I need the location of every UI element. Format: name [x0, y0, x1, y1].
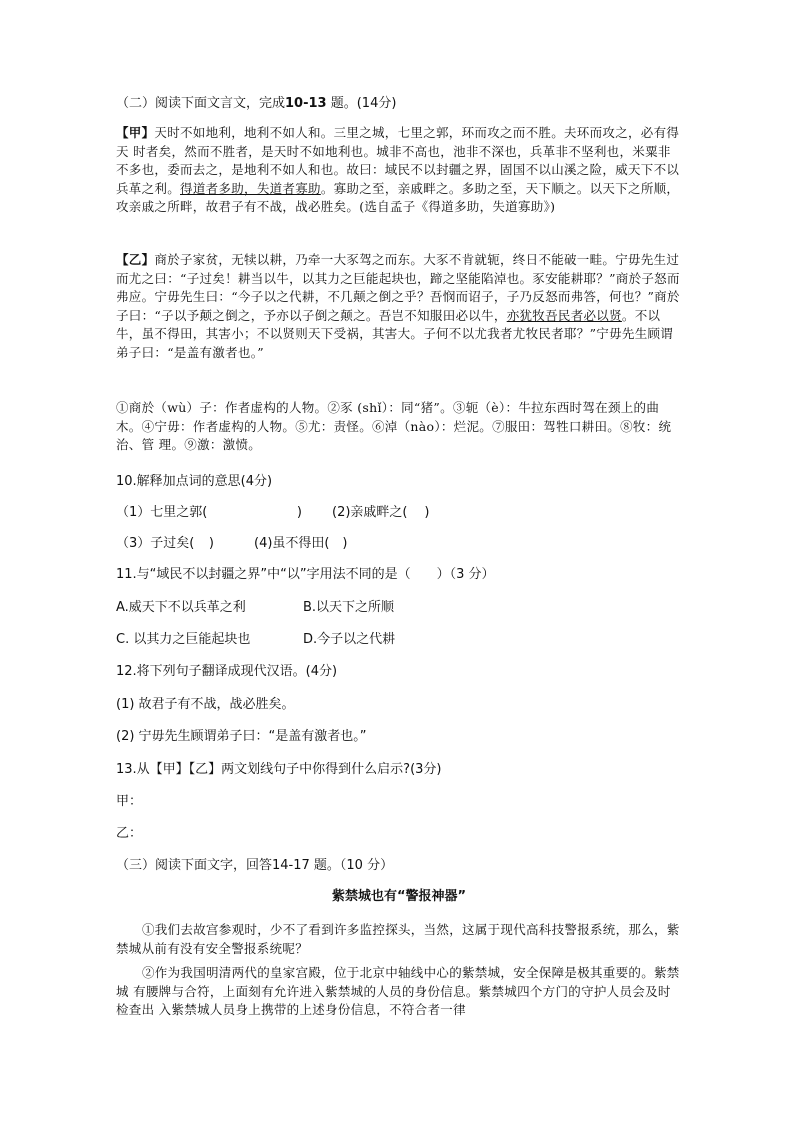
passage-jia-underlined: 得道者多助，失道者寡助	[180, 180, 321, 196]
section2-question-range: 10-13	[285, 96, 327, 111]
q10-row2	[116, 533, 682, 554]
q11-row2	[116, 629, 682, 650]
passage-yi-text-end: 。不以牛，虽不得田，其害小；不以贤则天下受祸，其害大。子何不以尤我者尤牧民者耶？”宁毋先生顾谓弟子曰：“是盖有激者也。”	[116, 307, 674, 360]
q10-item2-blank[interactable]: )	[424, 505, 430, 520]
q10-item2: (2)亲戚畔之(	[332, 505, 408, 520]
q11-option-b[interactable]: B.以天下之所顺	[303, 600, 395, 615]
q11-option-c[interactable]: C. 以其力之巨能起块也	[116, 632, 251, 647]
q10-item4: (4)虽不得田(	[254, 536, 330, 551]
section2-heading-score: 题。(14分)	[326, 96, 397, 111]
passage-yi-label: 【乙】	[116, 252, 155, 267]
q13-title: 13.从【甲】【乙】两文划线句子中你得到什么启示?(3分)	[116, 762, 442, 777]
article-title: 紫禁城也有“警报神器”	[331, 889, 467, 904]
passage-jia-text-end: 。寡助之至，亲戚畔之。多助之至，天下顺之。以天下之所顺，攻亲戚之所畔，故君子有不战，战必胜矣。(选自孟子《得道多助，失道寡助》)	[116, 180, 680, 214]
section2-heading	[116, 93, 682, 114]
passage-jia-label: 【甲】	[116, 125, 155, 140]
q12-sentence-1: (1) 故君子有不战，战必胜矣。	[116, 697, 295, 712]
article-paragraph-2: ②作为我国明清两代的皇家宫殿，位于北京中轴线中心的紫禁城，安全保障是极其重要的。紫禁城 有腰牌与合符，上面刻有允许进入紫禁城的人员的身份信息。紫禁城四个方门的守护人员会及时检查出 入紫禁城人员身上携带的上述身份信息，不符合者一律	[116, 965, 680, 1017]
passage-yi	[116, 251, 682, 362]
section3-heading: （三）阅读下面文字，回答14-17 题。（10 分）	[116, 858, 394, 873]
q10-item1: （1）七里之郭(	[116, 505, 208, 520]
q11-option-d[interactable]: D.今子以之代耕	[303, 632, 396, 647]
q11-option-a[interactable]: A.威天下不以兵革之利	[116, 600, 246, 615]
passage-jia-text: 天时不如地利，地利不如人和。三里之城，七里之郭，环而攻之而不胜。夫环而攻之，必有得天 时者矣，然而不胜者，是天时不如地利也。城非不高也，池非不深也，兵革非不坚利也，米粟非不多也，委而去之，是地利不如人和也。故曰：域民不以封疆之界，固国不以山溪之险，威天下不以兵革之利。	[116, 125, 680, 196]
q10-item4-blank[interactable]: )	[342, 536, 348, 551]
q10-row1	[116, 502, 682, 523]
passage-yi-text: 商於子家贫，无犊以耕，乃牵一大豕驾之而东。大豕不肯就轭，终日不能破一畦。宁毋先生过 而尤之曰：“子过矣！耕当以牛，以其力之巨能起块也，蹄之坚能陷淖也。豕安能耕耶？”商於子怒而弗应。宁毋先生曰：“今子以之代耕，不几颠之倒之乎？吾悯而诏子，子乃反怒而弗答，何也？”商於子曰：“子以予颠之倒之，予亦以子倒之颠之。吾岂不知服田必以牛，	[116, 252, 680, 323]
q11-row1	[116, 597, 682, 618]
q10-item1-blank[interactable]: )	[296, 505, 302, 520]
q13-answer-jia[interactable]: 甲：	[116, 794, 143, 809]
article-paragraph-1: ①我们去故宫参观时，少不了看到许多监控探头，当然，这属于现代高科技警报系统，那么，紫禁城从前有没有安全警报系统呢？	[116, 922, 680, 956]
q13-answer-yi[interactable]: 乙：	[116, 826, 143, 841]
q12-sentence-2: (2) 宁毋先生顾谓弟子曰：“是盖有激者也。”	[116, 729, 367, 744]
q10-item3: （3）子过矣(	[116, 536, 195, 551]
annotations: ①商於（wù）子：作者虚构的人物。②豕 (shǐ）：同“猪”。③轭（è）：牛拉东西时驾在颈上的曲木。④宁毋：作者虚构的人物。⑤尤：责怪。⑥淖（nào）：烂泥。⑦服田：驾牲口耕田。⑧牧：统治、管 理。⑨激：激愤。	[116, 400, 672, 452]
q10-title: 10.解释加点词的意思(4分)	[116, 474, 273, 489]
q10-item3-blank[interactable]: )	[208, 536, 214, 551]
section2-heading-text: （二）阅读下面文言文，完成	[116, 96, 286, 111]
passage-jia	[116, 124, 682, 217]
passage-yi-underlined: 亦犹牧吾民者必以贤	[506, 307, 622, 323]
q11-title: 11.与“域民不以封疆之界”中“以”字用法不同的是（ ）（3 分）	[116, 567, 495, 582]
q12-title: 12.将下列句子翻译成现代汉语。(4分)	[116, 664, 338, 679]
